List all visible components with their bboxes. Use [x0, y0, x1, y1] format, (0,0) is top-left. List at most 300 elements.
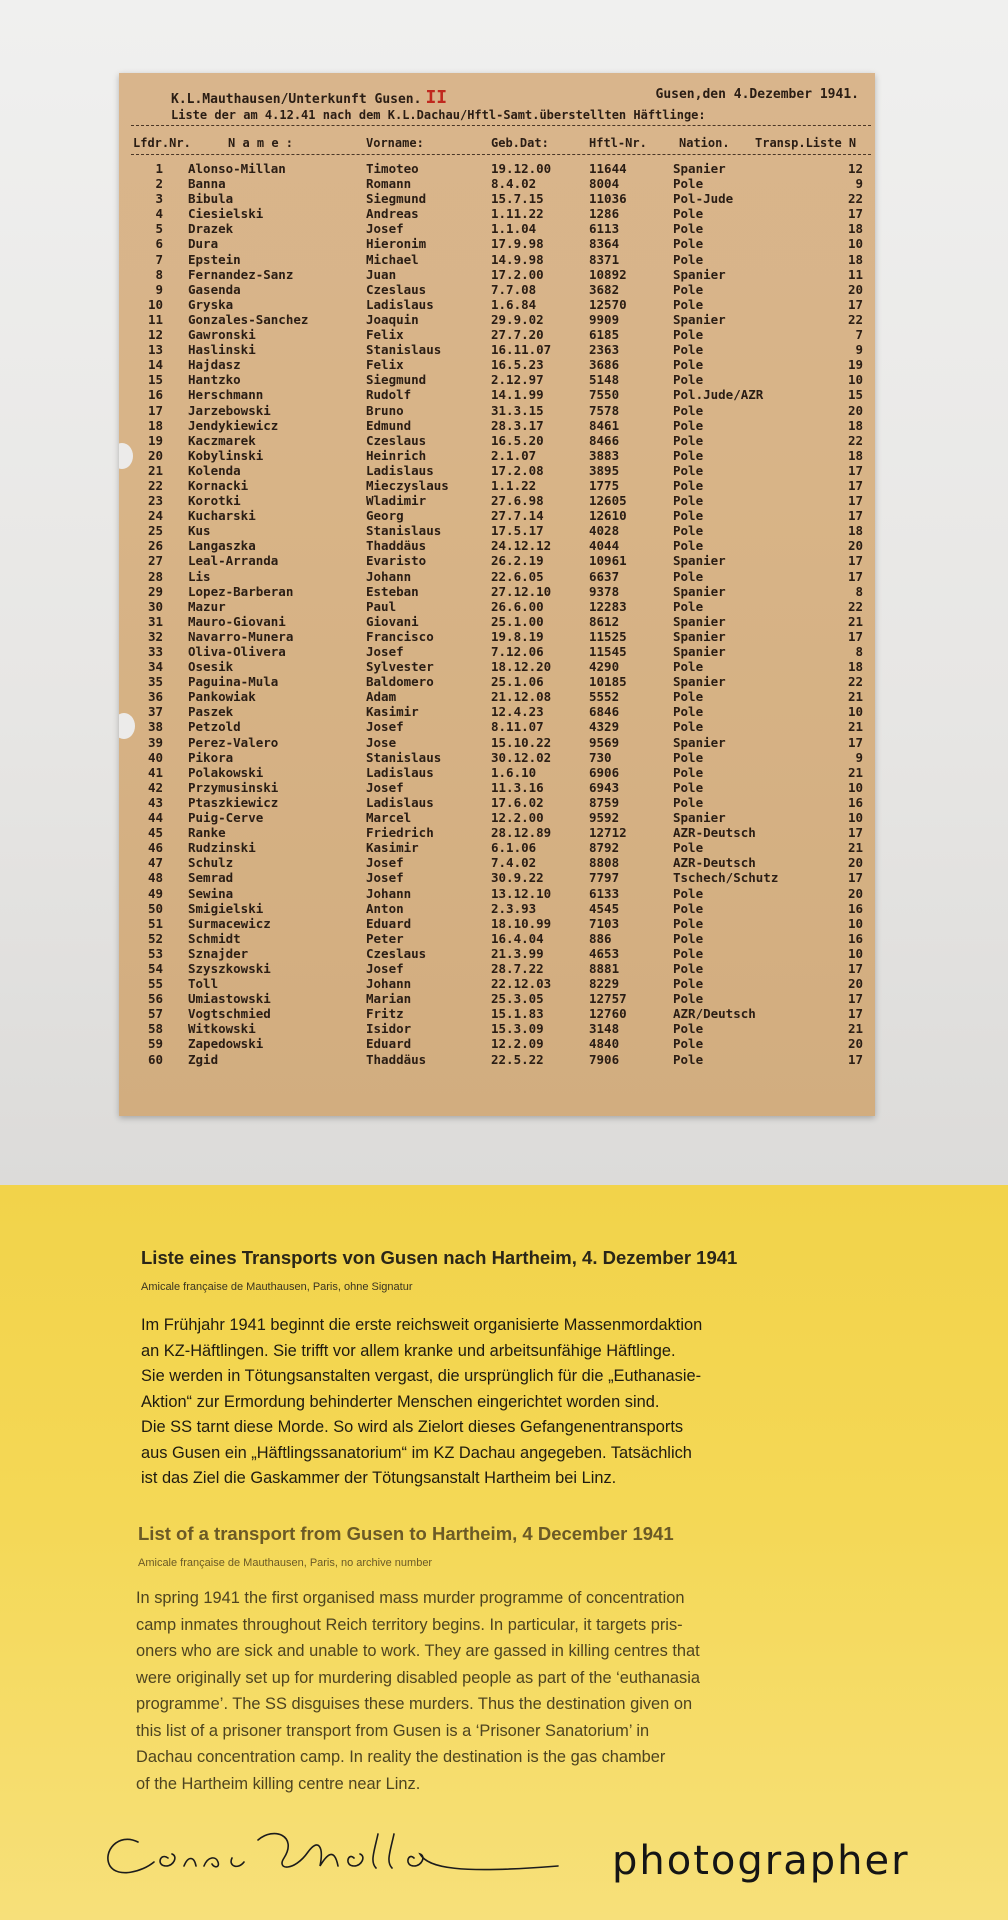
cell-prisoner-number: 4290: [589, 659, 620, 675]
cell-prisoner-number: 6846: [589, 704, 620, 720]
cell-row-number: 36: [147, 689, 163, 705]
table-row: [133, 886, 873, 901]
cell-transport-list: 17: [847, 568, 863, 584]
cell-row-number: 8: [155, 266, 163, 282]
cell-transport-list: 17: [847, 296, 863, 312]
cell-prisoner-number: 9378: [589, 583, 620, 599]
cell-birth-date: 21.3.99: [491, 945, 544, 961]
cell-prisoner-number: 3686: [589, 357, 620, 373]
cell-prisoner-number: 6943: [589, 779, 620, 795]
table-row: [133, 689, 873, 704]
cell-nationality: Spanier: [673, 628, 726, 644]
table-row: [133, 599, 873, 614]
cell-transport-list: 17: [847, 508, 863, 524]
table-row: [133, 523, 873, 538]
cell-transport-list: 15: [847, 387, 863, 403]
cell-nationality: Pole: [673, 794, 704, 810]
cell-prisoner-number: 3148: [589, 1021, 620, 1037]
caption-line: Dachau concentration camp. In reality the destination is the gas chamber: [136, 1748, 666, 1766]
cell-surname: Gasenda: [188, 281, 241, 297]
cell-prisoner-number: 4653: [589, 945, 620, 961]
cell-nationality: Spanier: [673, 734, 726, 750]
cell-birth-date: 1.1.04: [491, 221, 537, 237]
table-row: [133, 176, 873, 191]
cell-transport-list: 18: [847, 251, 863, 267]
cell-prisoner-number: 8881: [589, 960, 620, 976]
cell-first-name: Czeslaus: [366, 281, 427, 297]
cell-row-number: 19: [147, 432, 163, 448]
cell-first-name: Ladislaus: [366, 462, 434, 478]
cell-transport-list: 22: [847, 311, 863, 327]
caption-line: an KZ-Häftlingen. Sie trifft vor allem kranke und arbeitsunfähige Häftlinge.: [141, 1341, 676, 1360]
cell-row-number: 59: [147, 1036, 163, 1052]
cell-nationality: Spanier: [673, 161, 726, 176]
table-row: [133, 403, 873, 418]
cell-prisoner-number: 3883: [589, 447, 620, 463]
table-row: [133, 659, 873, 674]
cell-surname: Smigielski: [188, 900, 264, 916]
cell-transport-list: 17: [847, 870, 863, 886]
cell-transport-list: 10: [847, 915, 863, 931]
table-row: [133, 991, 873, 1006]
cell-surname: Jendykiewicz: [188, 417, 279, 433]
cell-first-name: Josef: [366, 855, 404, 871]
cell-transport-list: 18: [847, 447, 863, 463]
cell-surname: Schulz: [188, 855, 234, 871]
cell-row-number: 42: [147, 779, 163, 795]
cell-first-name: Johann: [366, 568, 412, 584]
cell-surname: Bibula: [188, 191, 234, 207]
table-row: [133, 1006, 873, 1021]
cell-first-name: Georg: [366, 508, 404, 524]
cell-row-number: 50: [147, 900, 163, 916]
cell-transport-list: 18: [847, 417, 863, 433]
cell-row-number: 29: [147, 583, 163, 599]
cell-prisoner-number: 4028: [589, 523, 620, 539]
table-row: [133, 206, 873, 221]
cell-first-name: Paul: [366, 598, 397, 614]
cell-row-number: 34: [147, 659, 163, 675]
cell-first-name: Giovani: [366, 613, 419, 629]
cell-row-number: 13: [147, 342, 163, 358]
table-row: [133, 327, 873, 342]
cell-birth-date: 18.12.20: [491, 659, 552, 675]
cell-birth-date: 27.7.20: [491, 327, 544, 343]
cell-first-name: Ladislaus: [366, 296, 434, 312]
cell-prisoner-number: 9569: [589, 734, 620, 750]
cell-row-number: 17: [147, 402, 163, 418]
cell-first-name: Josef: [366, 719, 404, 735]
cell-first-name: Wladimir: [366, 493, 427, 509]
cell-row-number: 12: [147, 327, 163, 343]
caption-body-en: [136, 1585, 826, 1797]
cell-transport-list: 8: [855, 583, 863, 599]
cell-surname: Kucharski: [188, 508, 256, 524]
cell-prisoner-number: 1775: [589, 477, 620, 493]
table-row: [133, 780, 873, 795]
cell-transport-list: 16: [847, 900, 863, 916]
cell-prisoner-number: 8004: [589, 176, 620, 192]
cell-first-name: Evaristo: [366, 553, 427, 569]
cell-birth-date: 17.2.00: [491, 266, 544, 282]
cell-row-number: 54: [147, 960, 163, 976]
cell-prisoner-number: 4840: [589, 1036, 620, 1052]
cell-prisoner-number: 7578: [589, 402, 620, 418]
cell-nationality: Pole: [673, 206, 704, 222]
cell-birth-date: 2.12.97: [491, 372, 544, 388]
cell-birth-date: 27.6.98: [491, 493, 544, 509]
cell-first-name: Kasimir: [366, 704, 419, 720]
table-row: [133, 795, 873, 810]
cell-row-number: 44: [147, 810, 163, 826]
col-header-name: N a m e :: [228, 136, 294, 150]
cell-birth-date: 16.11.07: [491, 342, 552, 358]
table-row: [133, 418, 873, 433]
cell-birth-date: 29.9.02: [491, 311, 544, 327]
cell-transport-list: 20: [847, 976, 863, 992]
cell-first-name: Josef: [366, 779, 404, 795]
cell-first-name: Joaquin: [366, 311, 419, 327]
cell-prisoner-number: 5148: [589, 372, 620, 388]
caption-line: aus Gusen ein „Häftlingssanatorium“ im KZ Dachau angegeben. Tatsächlich: [141, 1443, 692, 1462]
table-row: [133, 946, 873, 961]
cell-first-name: Isidor: [366, 1021, 412, 1037]
cell-nationality: Tschech/Schutz: [673, 870, 779, 886]
cell-row-number: 16: [147, 387, 163, 403]
cell-first-name: Marian: [366, 991, 412, 1007]
cell-row-number: 18: [147, 417, 163, 433]
cell-row-number: 43: [147, 794, 163, 810]
caption-line: Aktion“ zur Ermordung behinderter Menschen eingerichtet worden sind.: [141, 1392, 660, 1411]
cell-row-number: 48: [147, 870, 163, 886]
cell-nationality: Pole: [673, 930, 704, 946]
caption-line: oners who are sick and unable to work. They are gassed in killing centres that: [136, 1642, 700, 1660]
cell-surname: Puig-Cerve: [188, 810, 264, 826]
cell-first-name: Timoteo: [366, 161, 419, 176]
cell-birth-date: 8.11.07: [491, 719, 544, 735]
cell-nationality: Spanier: [673, 674, 726, 690]
cell-birth-date: 16.4.04: [491, 930, 544, 946]
cell-first-name: Rudolf: [366, 387, 412, 403]
cell-prisoner-number: 9909: [589, 311, 620, 327]
cell-birth-date: 17.9.98: [491, 236, 544, 252]
cell-birth-date: 25.1.00: [491, 613, 544, 629]
cell-first-name: Esteban: [366, 583, 419, 599]
cell-surname: Korotki: [188, 493, 241, 509]
table-row: [133, 840, 873, 855]
cell-nationality: Pole: [673, 991, 704, 1007]
cell-birth-date: 21.12.08: [491, 689, 552, 705]
cell-transport-list: 18: [847, 523, 863, 539]
cell-nationality: Pole: [673, 281, 704, 297]
cell-transport-list: 9: [855, 749, 863, 765]
cell-first-name: Stanislaus: [366, 342, 442, 358]
cell-prisoner-number: 1286: [589, 206, 620, 222]
cell-birth-date: 22.5.22: [491, 1051, 544, 1067]
caption-source-de: Amicale française de Mauthausen, Paris, ohne Signatur: [141, 1281, 413, 1293]
caption-line: this list of a prisoner transport from Gusen is a ‘Prisoner Sanatorium’ in: [136, 1721, 650, 1740]
table-row: [133, 825, 873, 840]
table-row: [133, 1052, 873, 1067]
cell-nationality: Pole: [673, 342, 704, 358]
cell-nationality: Pole: [673, 417, 704, 433]
cell-row-number: 27: [147, 553, 163, 569]
cell-first-name: Francisco: [366, 628, 434, 644]
cell-prisoner-number: 10185: [589, 674, 627, 690]
cell-surname: Oliva-Olivera: [188, 644, 286, 659]
cell-surname: Jarzebowski: [188, 402, 271, 418]
cell-row-number: 55: [147, 976, 163, 992]
cell-birth-date: 25.1.06: [491, 674, 544, 690]
cell-row-number: 33: [147, 644, 163, 659]
cell-birth-date: 22.6.05: [491, 568, 544, 584]
cell-nationality: Pol.Jude/AZR: [673, 387, 764, 403]
table-row: [133, 614, 873, 629]
table-row: [133, 750, 873, 765]
document-header-date: Gusen,den 4.Dezember 1941.: [655, 87, 859, 102]
cell-nationality: Pole: [673, 764, 704, 780]
cell-birth-date: 19.8.19: [491, 628, 544, 644]
cell-prisoner-number: 8612: [589, 613, 620, 629]
cell-birth-date: 1.6.84: [491, 296, 537, 312]
col-header-transp: Transp.Liste N: [755, 136, 857, 150]
caption-line: Die SS tarnt diese Morde. So wird als Zielort dieses Gefangenentransports: [141, 1418, 684, 1436]
cell-transport-list: 17: [847, 1051, 863, 1067]
cell-row-number: 20: [147, 447, 163, 463]
cell-birth-date: 8.4.02: [491, 176, 537, 192]
cell-surname: Kornacki: [188, 477, 249, 493]
cell-row-number: 6: [155, 236, 163, 252]
cell-birth-date: 26.6.00: [491, 598, 544, 614]
cell-transport-list: 10: [847, 372, 863, 388]
table-row: [133, 357, 873, 372]
cell-row-number: 35: [147, 674, 163, 690]
cell-first-name: Siegmund: [366, 372, 427, 388]
cell-nationality: Pole: [673, 1036, 704, 1052]
cell-transport-list: 17: [847, 991, 863, 1007]
cell-surname: Szyszkowski: [188, 960, 271, 976]
cell-nationality: Pole: [673, 538, 704, 554]
cell-birth-date: 18.10.99: [491, 915, 552, 931]
cell-transport-list: 21: [847, 689, 863, 705]
caption-source-en: Amicale française de Mauthausen, Paris, no archive number: [138, 1557, 433, 1569]
document-header-left: K.L.Mauthausen/Unterkunft Gusen. II: [171, 87, 448, 108]
cell-prisoner-number: 8461: [589, 417, 620, 433]
cell-transport-list: 10: [847, 810, 863, 826]
caption-line: of the Hartheim killing centre near Linz.: [136, 1774, 421, 1793]
cell-prisoner-number: 12712: [589, 825, 627, 841]
cell-birth-date: 14.1.99: [491, 387, 544, 403]
cell-surname: Kus: [188, 523, 211, 539]
cell-row-number: 38: [147, 719, 163, 735]
cell-transport-list: 20: [847, 281, 863, 297]
cell-birth-date: 2.3.93: [491, 900, 537, 916]
document-subheader: Liste der am 4.12.41 nach dem K.L.Dachau/Hftl-Samt.überstellten Häftlinge:: [171, 108, 706, 122]
punch-hole: [119, 443, 133, 469]
cell-surname: Banna: [188, 176, 226, 192]
cell-nationality: Spanier: [673, 553, 726, 569]
cell-birth-date: 28.12.89: [491, 825, 552, 841]
caption-panel: [0, 1185, 1008, 1920]
cell-birth-date: 17.2.08: [491, 462, 544, 478]
cell-transport-list: 17: [847, 628, 863, 644]
cell-transport-list: 17: [847, 1006, 863, 1022]
table-row: [133, 312, 873, 327]
cell-birth-date: 17.5.17: [491, 523, 544, 539]
cell-birth-date: 7.7.08: [491, 281, 537, 297]
cell-nationality: Pole: [673, 945, 704, 961]
caption-body-de: [141, 1313, 821, 1492]
transport-list-document: [119, 73, 875, 1116]
cell-row-number: 45: [147, 825, 163, 841]
caption-line: camp inmates throughout Reich territory begins. In particular, it targets pris-: [136, 1615, 683, 1634]
table-row: [133, 463, 873, 478]
cell-nationality: AZR-Deutsch: [673, 855, 756, 871]
cell-nationality: Pole: [673, 236, 704, 252]
col-header-vorname: Vorname:: [366, 136, 424, 150]
cell-nationality: Pole: [673, 659, 704, 675]
cell-prisoner-number: 7103: [589, 915, 620, 931]
cell-first-name: Felix: [366, 327, 404, 343]
cell-first-name: Eduard: [366, 915, 412, 931]
cell-nationality: Pole: [673, 1021, 704, 1037]
cell-surname: Pankowiak: [188, 689, 256, 705]
cell-row-number: 51: [147, 915, 163, 931]
cell-first-name: Peter: [366, 930, 404, 946]
cell-birth-date: 13.12.10: [491, 885, 552, 901]
cell-row-number: 53: [147, 945, 163, 961]
cell-birth-date: 15.10.22: [491, 734, 552, 750]
cell-prisoner-number: 7797: [589, 870, 620, 886]
cell-nationality: Pole: [673, 493, 704, 509]
cell-row-number: 11: [147, 311, 163, 327]
cell-transport-list: 17: [847, 553, 863, 569]
cell-transport-list: 21: [847, 840, 863, 856]
cell-prisoner-number: 12757: [589, 991, 627, 1007]
cell-surname: Petzold: [188, 719, 241, 735]
cell-surname: Gawronski: [188, 327, 256, 343]
cell-first-name: Michael: [366, 251, 419, 267]
cell-surname: Umiastowski: [188, 991, 271, 1007]
cell-birth-date: 22.12.03: [491, 976, 552, 992]
cell-transport-list: 17: [847, 734, 863, 750]
cell-row-number: 15: [147, 372, 163, 388]
cell-nationality: AZR-Deutsch: [673, 825, 756, 841]
cell-prisoner-number: 12283: [589, 598, 627, 614]
cell-row-number: 28: [147, 568, 163, 584]
table-row: [133, 735, 873, 750]
caption-line: programme’. The SS disguises these murders. Thus the destination given on: [136, 1695, 693, 1713]
cell-birth-date: 19.12.00: [491, 161, 552, 176]
cell-surname: Zgid: [188, 1051, 219, 1067]
cell-transport-list: 10: [847, 945, 863, 961]
cell-prisoner-number: 6185: [589, 327, 620, 343]
cell-first-name: Mieczyslaus: [366, 477, 449, 493]
cell-transport-list: 20: [847, 538, 863, 554]
cell-row-number: 10: [147, 296, 163, 312]
table-row: [133, 236, 873, 251]
table-row: [133, 1036, 873, 1051]
table-row: [133, 508, 873, 523]
cell-transport-list: 18: [847, 659, 863, 675]
cell-first-name: Stanislaus: [366, 523, 442, 539]
cell-row-number: 46: [147, 840, 163, 856]
cell-transport-list: 17: [847, 825, 863, 841]
cell-surname: Lopez-Barberan: [188, 583, 294, 599]
cell-prisoner-number: 6133: [589, 885, 620, 901]
cell-nationality: Pole: [673, 689, 704, 705]
cell-prisoner-number: 8364: [589, 236, 620, 252]
cell-birth-date: 27.12.10: [491, 583, 552, 599]
cell-nationality: Pole: [673, 447, 704, 463]
cell-surname: Langaszka: [188, 538, 256, 554]
cell-first-name: Ladislaus: [366, 764, 434, 780]
table-row: [133, 372, 873, 387]
cell-row-number: 47: [147, 855, 163, 871]
cell-transport-list: 20: [847, 885, 863, 901]
cell-first-name: Johann: [366, 885, 412, 901]
cell-nationality: Pole: [673, 402, 704, 418]
cell-nationality: Pole: [673, 885, 704, 901]
table-row: [133, 931, 873, 946]
table-row: [133, 569, 873, 584]
cell-prisoner-number: 2363: [589, 342, 620, 358]
cell-transport-list: 21: [847, 613, 863, 629]
cell-prisoner-number: 4545: [589, 900, 620, 916]
cell-transport-list: 21: [847, 764, 863, 780]
cell-surname: Ptaszkiewicz: [188, 794, 279, 810]
red-roman-numeral-mark: II: [425, 87, 448, 108]
cell-surname: Mauro-Giovani: [188, 613, 286, 629]
cell-birth-date: 1.6.10: [491, 764, 537, 780]
cell-prisoner-number: 8371: [589, 251, 620, 267]
cell-prisoner-number: 12610: [589, 508, 627, 524]
cell-nationality: Spanier: [673, 644, 726, 659]
cell-transport-list: 16: [847, 930, 863, 946]
cell-transport-list: 20: [847, 855, 863, 871]
cell-prisoner-number: 11644: [589, 161, 627, 176]
table-row: [133, 448, 873, 463]
caption-line: Im Frühjahr 1941 beginnt die erste reichsweit organisierte Massenmordaktion: [141, 1316, 703, 1334]
cell-row-number: 25: [147, 523, 163, 539]
cell-transport-list: 11: [847, 266, 863, 282]
cell-row-number: 32: [147, 628, 163, 644]
cell-surname: Vogtschmied: [188, 1006, 271, 1022]
cell-nationality: Spanier: [673, 311, 726, 327]
cell-surname: Witkowski: [188, 1021, 256, 1037]
cell-nationality: Spanier: [673, 810, 726, 826]
cell-transport-list: 17: [847, 462, 863, 478]
cell-nationality: Pole: [673, 749, 704, 765]
caption-title-de: Liste eines Transports von Gusen nach Hartheim, 4. Dezember 1941: [141, 1247, 738, 1268]
cell-first-name: Thaddäus: [366, 1051, 427, 1067]
cell-birth-date: 12.2.09: [491, 1036, 544, 1052]
table-row: [133, 191, 873, 206]
cell-prisoner-number: 8759: [589, 794, 620, 810]
table-row: [133, 433, 873, 448]
cell-birth-date: 6.1.06: [491, 840, 537, 856]
cell-prisoner-number: 12605: [589, 493, 627, 509]
cell-first-name: Friedrich: [366, 825, 434, 841]
cell-first-name: Bruno: [366, 402, 404, 418]
cell-first-name: Josef: [366, 870, 404, 886]
table-row: [133, 161, 873, 176]
cell-row-number: 37: [147, 704, 163, 720]
divider: [131, 125, 871, 126]
cell-surname: Navarro-Munera: [188, 628, 294, 644]
cell-first-name: Andreas: [366, 206, 419, 222]
cell-transport-list: 22: [847, 432, 863, 448]
